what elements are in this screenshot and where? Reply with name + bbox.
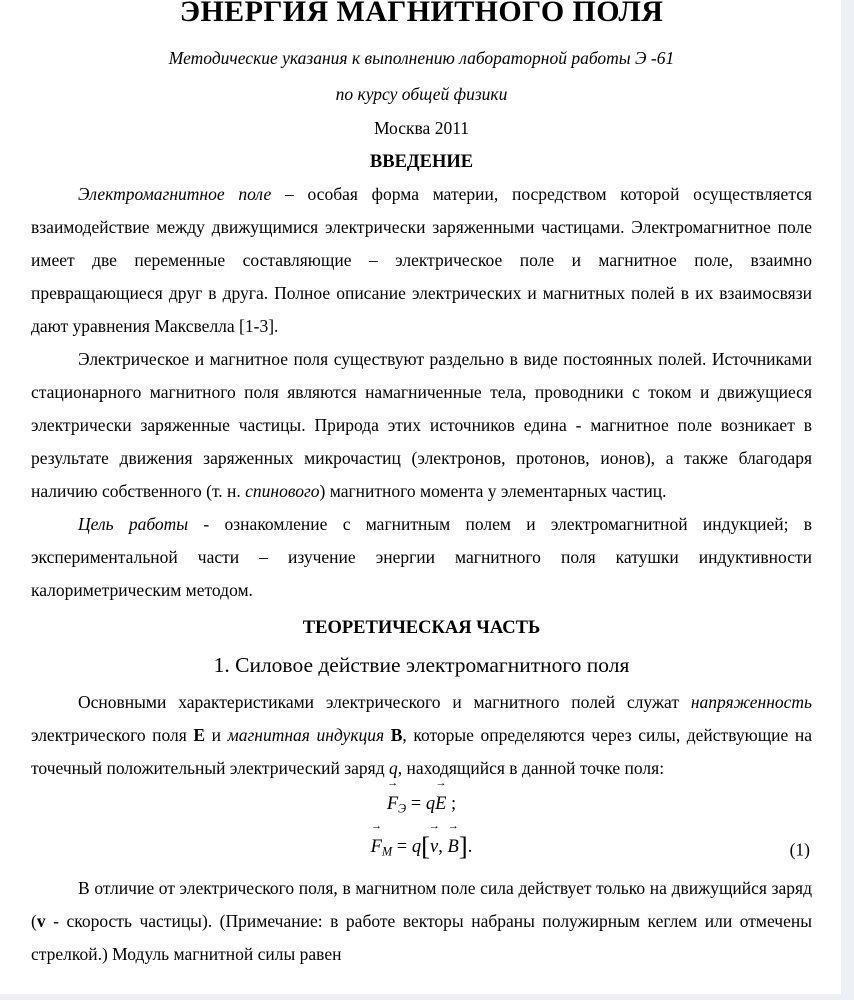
equation-number: (1) [789,839,810,859]
section1-content [31,686,812,971]
doc-title: ЭНЕРГИЯ МАГНИТНОГО ПОЛЯ [179,0,664,28]
text-run: B [390,725,403,745]
vector-F-symbol: F → [387,786,398,823]
text-run: - ознакомление с магнитным полем и электромагнитной индукцией; в экспериментальной части – изучение энергии магнитного поля катушки индуктивности калориметрическим методом. [31,514,813,600]
equation-magnetic-force [31,828,812,870]
text-run: , которые определяются через силы, действующие на точечный положительный электрический заряд [31,725,812,778]
text-run: ; [446,794,457,814]
text-run: E [193,725,206,745]
text-run: и [205,725,228,745]
vector-F-symbol: F → [371,829,382,866]
subscript-M: М [381,844,393,859]
text-run: q [425,794,436,814]
text-run: , находящийся в данной точке поля: [397,758,665,778]
text-run: электрического поля [31,725,194,745]
section1-heading: 1. Силовое действие электромагнитного поля [213,653,630,677]
text-run: v [36,910,46,931]
equation-electric-force [31,786,812,827]
text-run: – особая форма материи, посредством которой осуществляется взаимодействие между движущимися электрически заряженными частицами. Электромагнитное поле имеет две переменные составляющие – электрическое поле и магнитное поле, взаимно превращающиеся друг в друга. Полное описание электрических и магнитных полей в их взаимосвязи дают уравнения Максвелла [1-3]. [31,184,813,336]
equation-body [387,794,456,814]
text-run: , [438,837,448,858]
text-run: - скорость частицы). (Примечание: в работе векторы набраны полужирным кеглем или отмечены стрелкой.) Модуль магнитной силы равен [31,910,812,964]
text-run: q [411,837,422,858]
text-run: магнитная индукция [227,725,385,745]
section1-paragraph-1 [31,686,812,785]
text-run: = [406,794,426,814]
equation-body [370,831,473,862]
text-run: Электрическое и магнитное поля существуют раздельно в виде постоянных полей. Источниками стационарного магнитного поля являются намагниченные тела, проводники с током и движущиеся электрически заряженные частицы. Природа этих источников едина - магнитное поле возникает в результате движения заряженных микрочастиц (электронов, протонов, ионов), а также благодаря наличию собственного (т. н. [31,349,812,501]
text-run: ) магнитного момента у элементарных частиц. [319,481,667,501]
intro-paragraphs [31,178,812,607]
intro-heading: ВВЕДЕНИЕ [369,152,474,172]
vector-B-symbol: B → [447,829,458,866]
section1-paragraph-2 [31,872,812,971]
text-run: q [388,758,398,778]
text-run: = [392,837,412,858]
doc-city-year: Москва 2011 [373,118,470,138]
intro-paragraph-2 [31,343,812,508]
text-run: В отличие от электрического поля, в магнитном поле сила действует только на движущийся заряд ( [31,877,812,931]
intro-paragraph-1 [31,178,812,343]
right-bracket: ] [458,831,468,862]
text-run: Электромагнитное поле [78,184,272,204]
text-run: . [467,837,473,858]
text-run: напряженность [690,692,812,712]
vector-v-symbol: v → [430,829,438,866]
doc-subtitle-line1: Методические указания к выполнению лабораторной работы Э -61 [168,48,675,68]
left-bracket: [ [421,831,430,862]
doc-subtitle-line2: по курсу общей физики [335,84,508,104]
theory-heading: ТЕОРЕТИЧЕСКАЯ ЧАСТЬ [302,618,541,638]
text-run: Основными характеристиками электрического и магнитного полей служат [78,692,691,712]
intro-paragraph-3 [31,508,812,607]
text-run: спинового [245,481,320,501]
subscript-E: Э [398,801,407,816]
text-run: Цель работы [78,514,189,534]
vector-E-symbol: E → [435,786,446,823]
